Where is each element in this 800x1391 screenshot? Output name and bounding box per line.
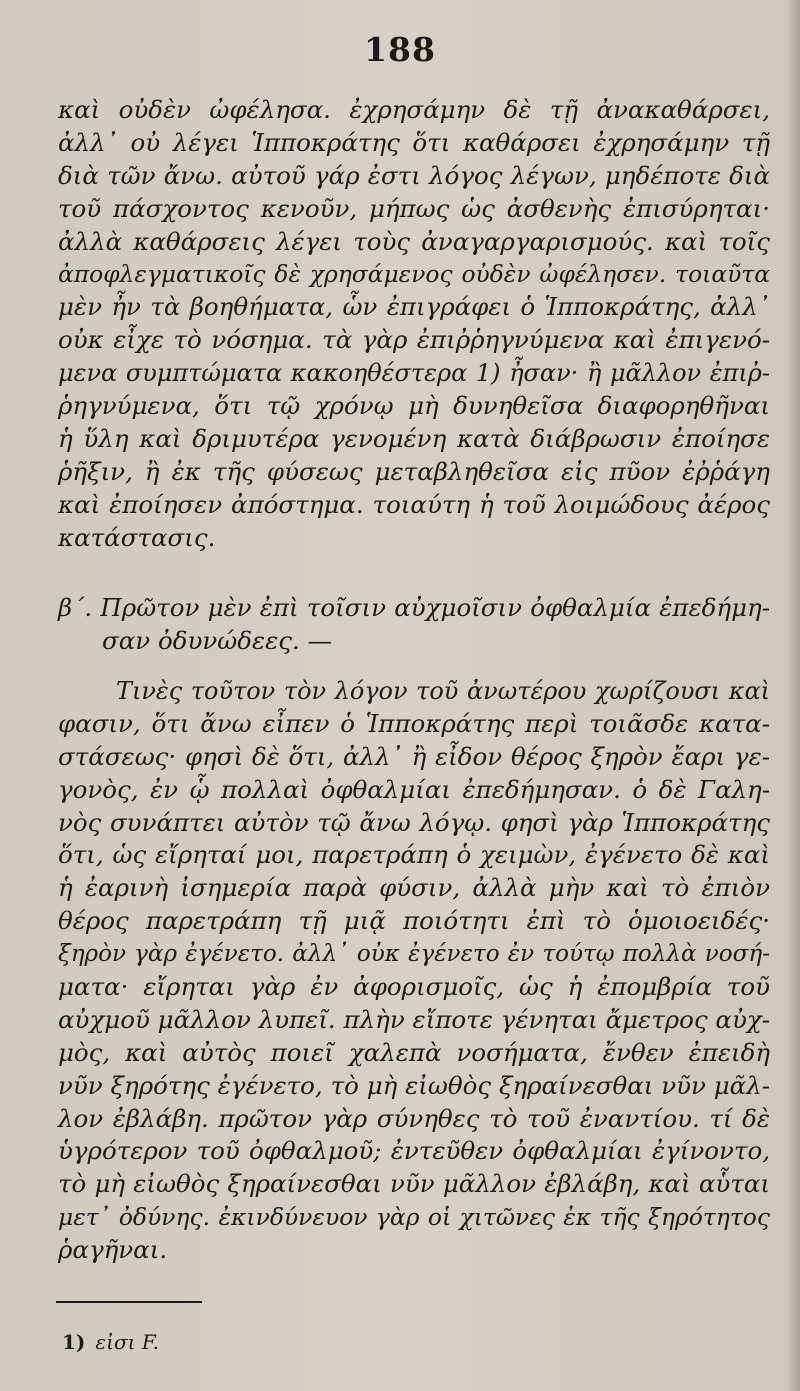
text-line: διὰ τῶν ἄνω. αὐτοῦ γάρ ἐστι λόγος λέγων, μηδέποτε διὰ <box>58 160 770 190</box>
page-number: 188 <box>364 30 436 69</box>
text-line: ἀλλὰ καθάρσεις λέγει τοὺς ἀναγαργαρισμούς. καὶ τοῖς <box>58 226 770 256</box>
text-line: αὐχμοῦ μᾶλλον λυπεῖ. πλὴν εἴποτε γένηται ἄμετρος αὐχ- <box>58 1004 770 1034</box>
text-line: ἡ ἐαρινὴ ἰσημερία παρὰ φύσιν, ἀλλὰ μὴν καὶ τὸ ἐπιὸν <box>58 873 770 903</box>
page-edge-shadow <box>786 0 800 1391</box>
text-line: φασιν, ὅτι ἄνω εἶπεν ὁ Ἱπποκράτης περὶ τοιᾶσδε κατα- <box>58 708 770 738</box>
text-line: στάσεως· φησὶ δὲ ὅτι, ἀλλ᾽ ἢ εἶδον θέρος ξηρὸν ἔαρι γε- <box>58 741 770 771</box>
text-line: μὲν ἦν τὰ βοηθήματα, ὧν ἐπιγράφει ὁ Ἱπποκράτης, ἀλλ᾽ <box>58 292 770 322</box>
text-line: κατάστασις. <box>58 522 216 552</box>
text-line: ἀλλ᾽ οὐ λέγει Ἱπποκράτης ὅτι καθάρσει ἐχρησάμην τῇ <box>58 127 770 157</box>
text-line: ῥαγῆναι. <box>58 1235 168 1265</box>
text-line: νὸς συνάπτει αὐτὸν τῷ ἄνω λόγῳ. φησὶ γὰρ Ἱπποκράτης <box>58 807 770 837</box>
text-line: ἡ ὕλη καὶ δριμυτέρα γενομένη κατὰ διάβρωσιν ἐποίησε <box>58 423 770 453</box>
paragraph-3 <box>58 675 770 1267</box>
text-line: μὸς, καὶ αὐτὸς ποιεῖ χαλεπὰ νοσήματα, ἔνθεν ἐπειδὴ <box>58 1037 770 1067</box>
text-line: ὅτι, ὡς εἴρηταί μοι, παρετράπη ὁ χειμὼν, ἐγένετο δὲ καὶ <box>58 840 770 870</box>
paragraph-1 <box>58 94 770 554</box>
text-line: θέρος παρετράπη τῇ μιᾷ ποιότητι ἐπὶ τὸ ὁμοιοειδές· <box>58 906 770 936</box>
text-line: καὶ ἐποίησεν ἀπόστημα. τοιαύτη ἡ τοῦ λοιμώδους ἀέρος <box>58 489 770 519</box>
text-line: νῦν ξηρότης ἐγένετο, τὸ μὴ εἰωθὸς ξηραίνεσθαι νῦν μᾶλ- <box>58 1070 770 1100</box>
text-line: ῥῆξιν, ἢ ἐκ τῆς φύσεως μεταβληθεῖσα εἰς πῦον ἐῤῥάγη <box>58 456 770 486</box>
text-line: τοῦ πάσχοντος κενοῦν, μήπως ὡς ἀσθενὴς ἐπισύρηται· <box>58 193 770 223</box>
text-line: ῥηγνύμενα, ὅτι τῷ χρόνῳ μὴ δυνηθεῖσα διαφορηθῆναι <box>58 391 770 421</box>
text-line: Τινὲς τοῦτον τὸν λόγον τοῦ ἀνωτέρου χωρίζουσι καὶ <box>116 677 770 705</box>
text-line: ὑγρότερον τοῦ ὀφθαλμοῦ; ἐντεῦθεν ὀφθαλμίαι ἐγίνοντο, <box>58 1136 770 1166</box>
text-line: τὸ μὴ εἰωθὸς ξηραίνεσθαι νῦν μᾶλλον ἐβλάβη, καὶ αὗται <box>58 1169 770 1199</box>
footnote-divider <box>56 1301 202 1303</box>
text-line: λον ἐβλάβη. πρῶτον γὰρ σύνηθες τὸ τοῦ ἐναντίου. τί δὲ <box>58 1103 770 1133</box>
text-line: γονὸς, ἐν ᾧ πολλαὶ ὀφθαλμίαι ἐπεδήμησαν. ὁ δὲ Γαλη- <box>58 774 770 804</box>
text-line: μετ᾽ ὀδύνης. ἐκινδύνευον γὰρ οἱ χιτῶνες ἐκ τῆς ξηρότητος <box>58 1203 770 1232</box>
text-line: ἀποφλεγματικοῖς δὲ χρησάμενος οὐδὲν ὠφέλησεν. τοιαῦτα <box>58 260 770 289</box>
text-line: καὶ οὐδὲν ὠφέλησα. ἐχρησάμην δὲ τῇ ἀνακαθάρσει, <box>58 95 770 124</box>
text-line: ξηρὸν γὰρ ἐγένετο. ἀλλ᾽ οὐκ ἐγένετο ἐν τούτῳ πολλὰ νοσή- <box>58 941 770 968</box>
text-line: σαν ὀδυνώδεες. — <box>102 625 333 655</box>
text-line: μενα συμπτώματα κακοηθέστερα 1) ἦσαν· ἢ μᾶλλον ἐπιῤ- <box>58 359 770 388</box>
footnote <box>62 1330 159 1354</box>
footnote-number: 1) <box>62 1330 86 1354</box>
text-line: β΄. Πρῶτον μὲν ἐπὶ τοῖσιν αὐχμοῖσιν ὀφθαλμία ἐπεδήμη- <box>58 593 770 622</box>
text-line: οὐκ εἶχε τὸ νόσημα. τὰ γὰρ ἐπιῤῥηγνύμενα καὶ ἐπιγενό- <box>58 325 770 355</box>
footnote-text: εἰσι F. <box>95 1330 159 1354</box>
text-line: ματα· εἴρηται γὰρ ἐν ἀφορισμοῖς, ὡς ἡ ἐπομβρία τοῦ <box>58 972 770 1002</box>
paragraph-2-heading <box>58 592 770 658</box>
